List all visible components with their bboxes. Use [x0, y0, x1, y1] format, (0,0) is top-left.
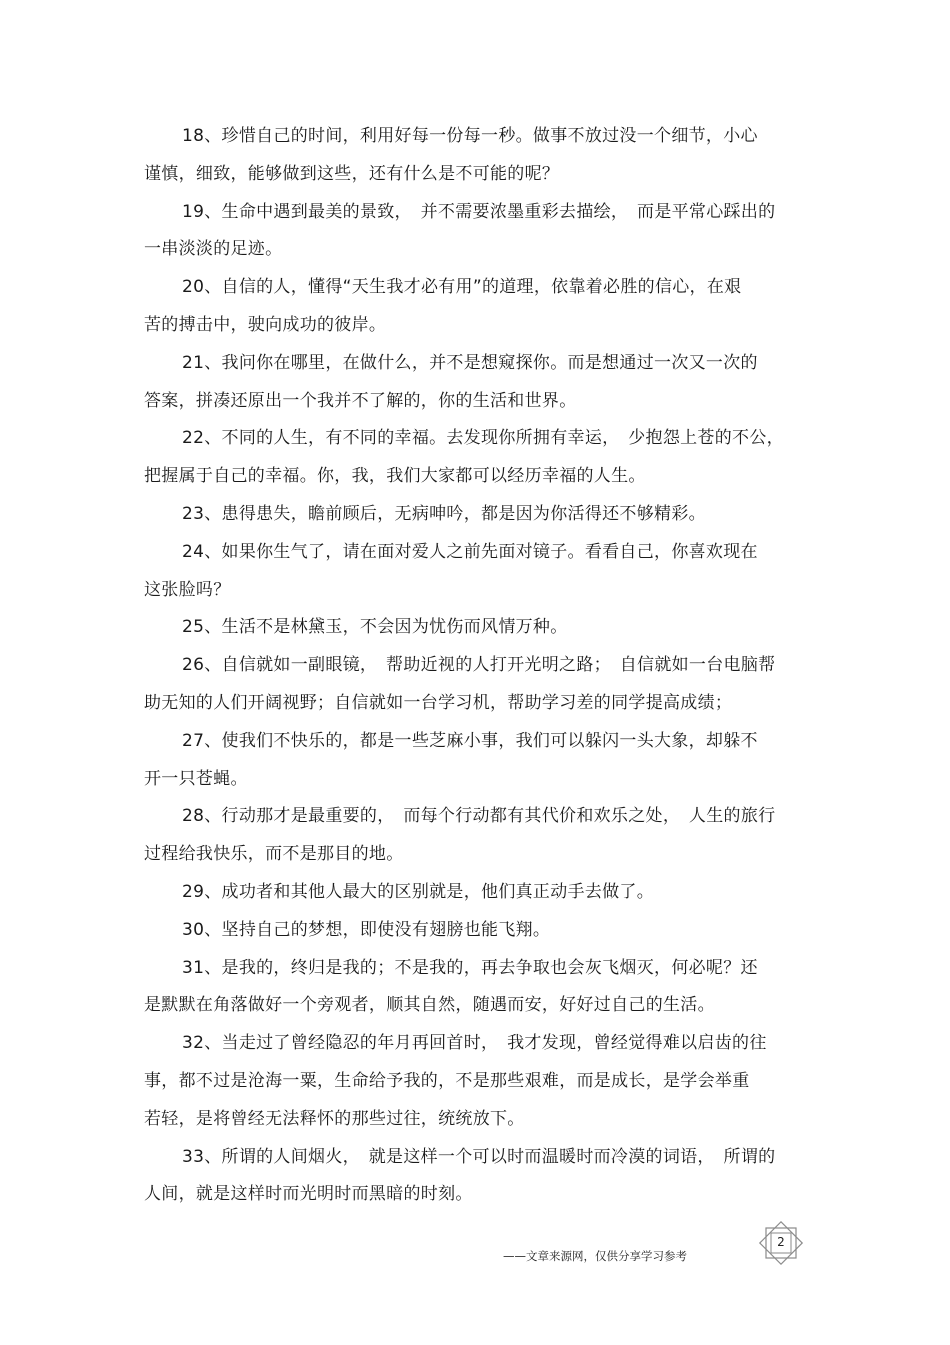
paragraph-continuation-line: 事，都不过是沧海一粟，生命给予我的，不是那些艰难，而是成长，是学会举重 — [144, 1071, 750, 1091]
page-number: 2 — [777, 1235, 785, 1249]
paragraph-first-line: 25、生活不是林黛玉，不会因为忧伤而风情万种。 — [182, 617, 568, 637]
paragraph-first-line: 23、患得患失，瞻前顾后，无病呻吟，都是因为你活得还不够精彩。 — [182, 504, 706, 524]
paragraph-first-line: 27、使我们不快乐的，都是一些芝麻小事，我们可以躲闪一头大象，却躲不 — [182, 731, 758, 751]
paragraph-continuation-line: 苦的搏击中，驶向成功的彼岸。 — [144, 315, 387, 335]
paragraph-continuation-line: 这张脸吗？ — [144, 580, 231, 600]
paragraph-first-line: 29、成功者和其他人最大的区别就是，他们真正动手去做了。 — [182, 882, 655, 902]
paragraph-first-line: 32、当走过了曾经隐忍的年月再回首时， 我才发现，曾经觉得难以启齿的往 — [182, 1033, 767, 1053]
paragraph-continuation-line: 把握属于自己的幸福。你，我，我们大家都可以经历幸福的人生。 — [144, 466, 646, 486]
paragraph-first-line: 21、我问你在哪里，在做什么，并不是想窥探你。而是想通过一次又一次的 — [182, 353, 758, 373]
paragraph-first-line: 33、所谓的人间烟火， 就是这样一个可以时而温暖时而冷漠的词语， 所谓的 — [182, 1147, 776, 1167]
paragraph-continuation-line: 过程给我快乐，而不是那目的地。 — [144, 844, 404, 864]
source-note: ——文章来源网，仅供分享学习参考 — [503, 1249, 687, 1263]
paragraph-first-line: 26、自信就如一副眼镜， 帮助近视的人打开光明之路； 自信就如一台电脑帮 — [182, 655, 776, 675]
paragraph-continuation-line: 开一只苍蝇。 — [144, 769, 248, 789]
paragraph-continuation-line: 谨慎，细致，能够做到这些，还有什么是不可能的呢？ — [144, 164, 560, 184]
paragraph-first-line: 19、生命中遇到最美的景致， 并不需要浓墨重彩去描绘， 而是平常心踩出的 — [182, 202, 776, 222]
paragraph-first-line: 18、珍惜自己的时间，利用好每一份每一秒。做事不放过没一个细节，小心 — [182, 126, 758, 146]
paragraph-continuation-line: 人间，就是这样时而光明时而黑暗的时刻。 — [144, 1184, 473, 1204]
paragraph-continuation-line: 一串淡淡的足迹。 — [144, 239, 283, 259]
paragraph-first-line: 31、是我的，终归是我的；不是我的，再去争取也会灰飞烟灭，何必呢？还 — [182, 958, 758, 978]
paragraph-first-line: 28、行动那才是最重要的， 而每个行动都有其代价和欢乐之处， 人生的旅行 — [182, 806, 776, 826]
paragraph-first-line: 22、不同的人生，有不同的幸福。去发现你所拥有幸运， 少抱怨上苍的不公， — [182, 428, 784, 448]
paragraph-continuation-line: 答案，拼凑还原出一个我并不了解的，你的生活和世界。 — [144, 391, 577, 411]
paragraph-continuation-line: 助无知的人们开阔视野；自信就如一台学习机，帮助学习差的同学提高成绩； — [144, 693, 733, 713]
paragraph-first-line: 20、自信的人，懂得“天生我才必有用”的道理，依靠着必胜的信心，在艰 — [182, 277, 742, 297]
paragraph-first-line: 24、如果你生气了，请在面对爱人之前先面对镜子。看看自己，你喜欢现在 — [182, 542, 758, 562]
paragraph-continuation-line: 是默默在角落做好一个旁观者，顺其自然，随遇而安，好好过自己的生活。 — [144, 995, 715, 1015]
paragraph-continuation-line: 若轻，是将曾经无法释怀的那些过往，统统放下。 — [144, 1109, 525, 1129]
paragraph-first-line: 30、坚持自己的梦想，即使没有翅膀也能飞翔。 — [182, 920, 551, 940]
